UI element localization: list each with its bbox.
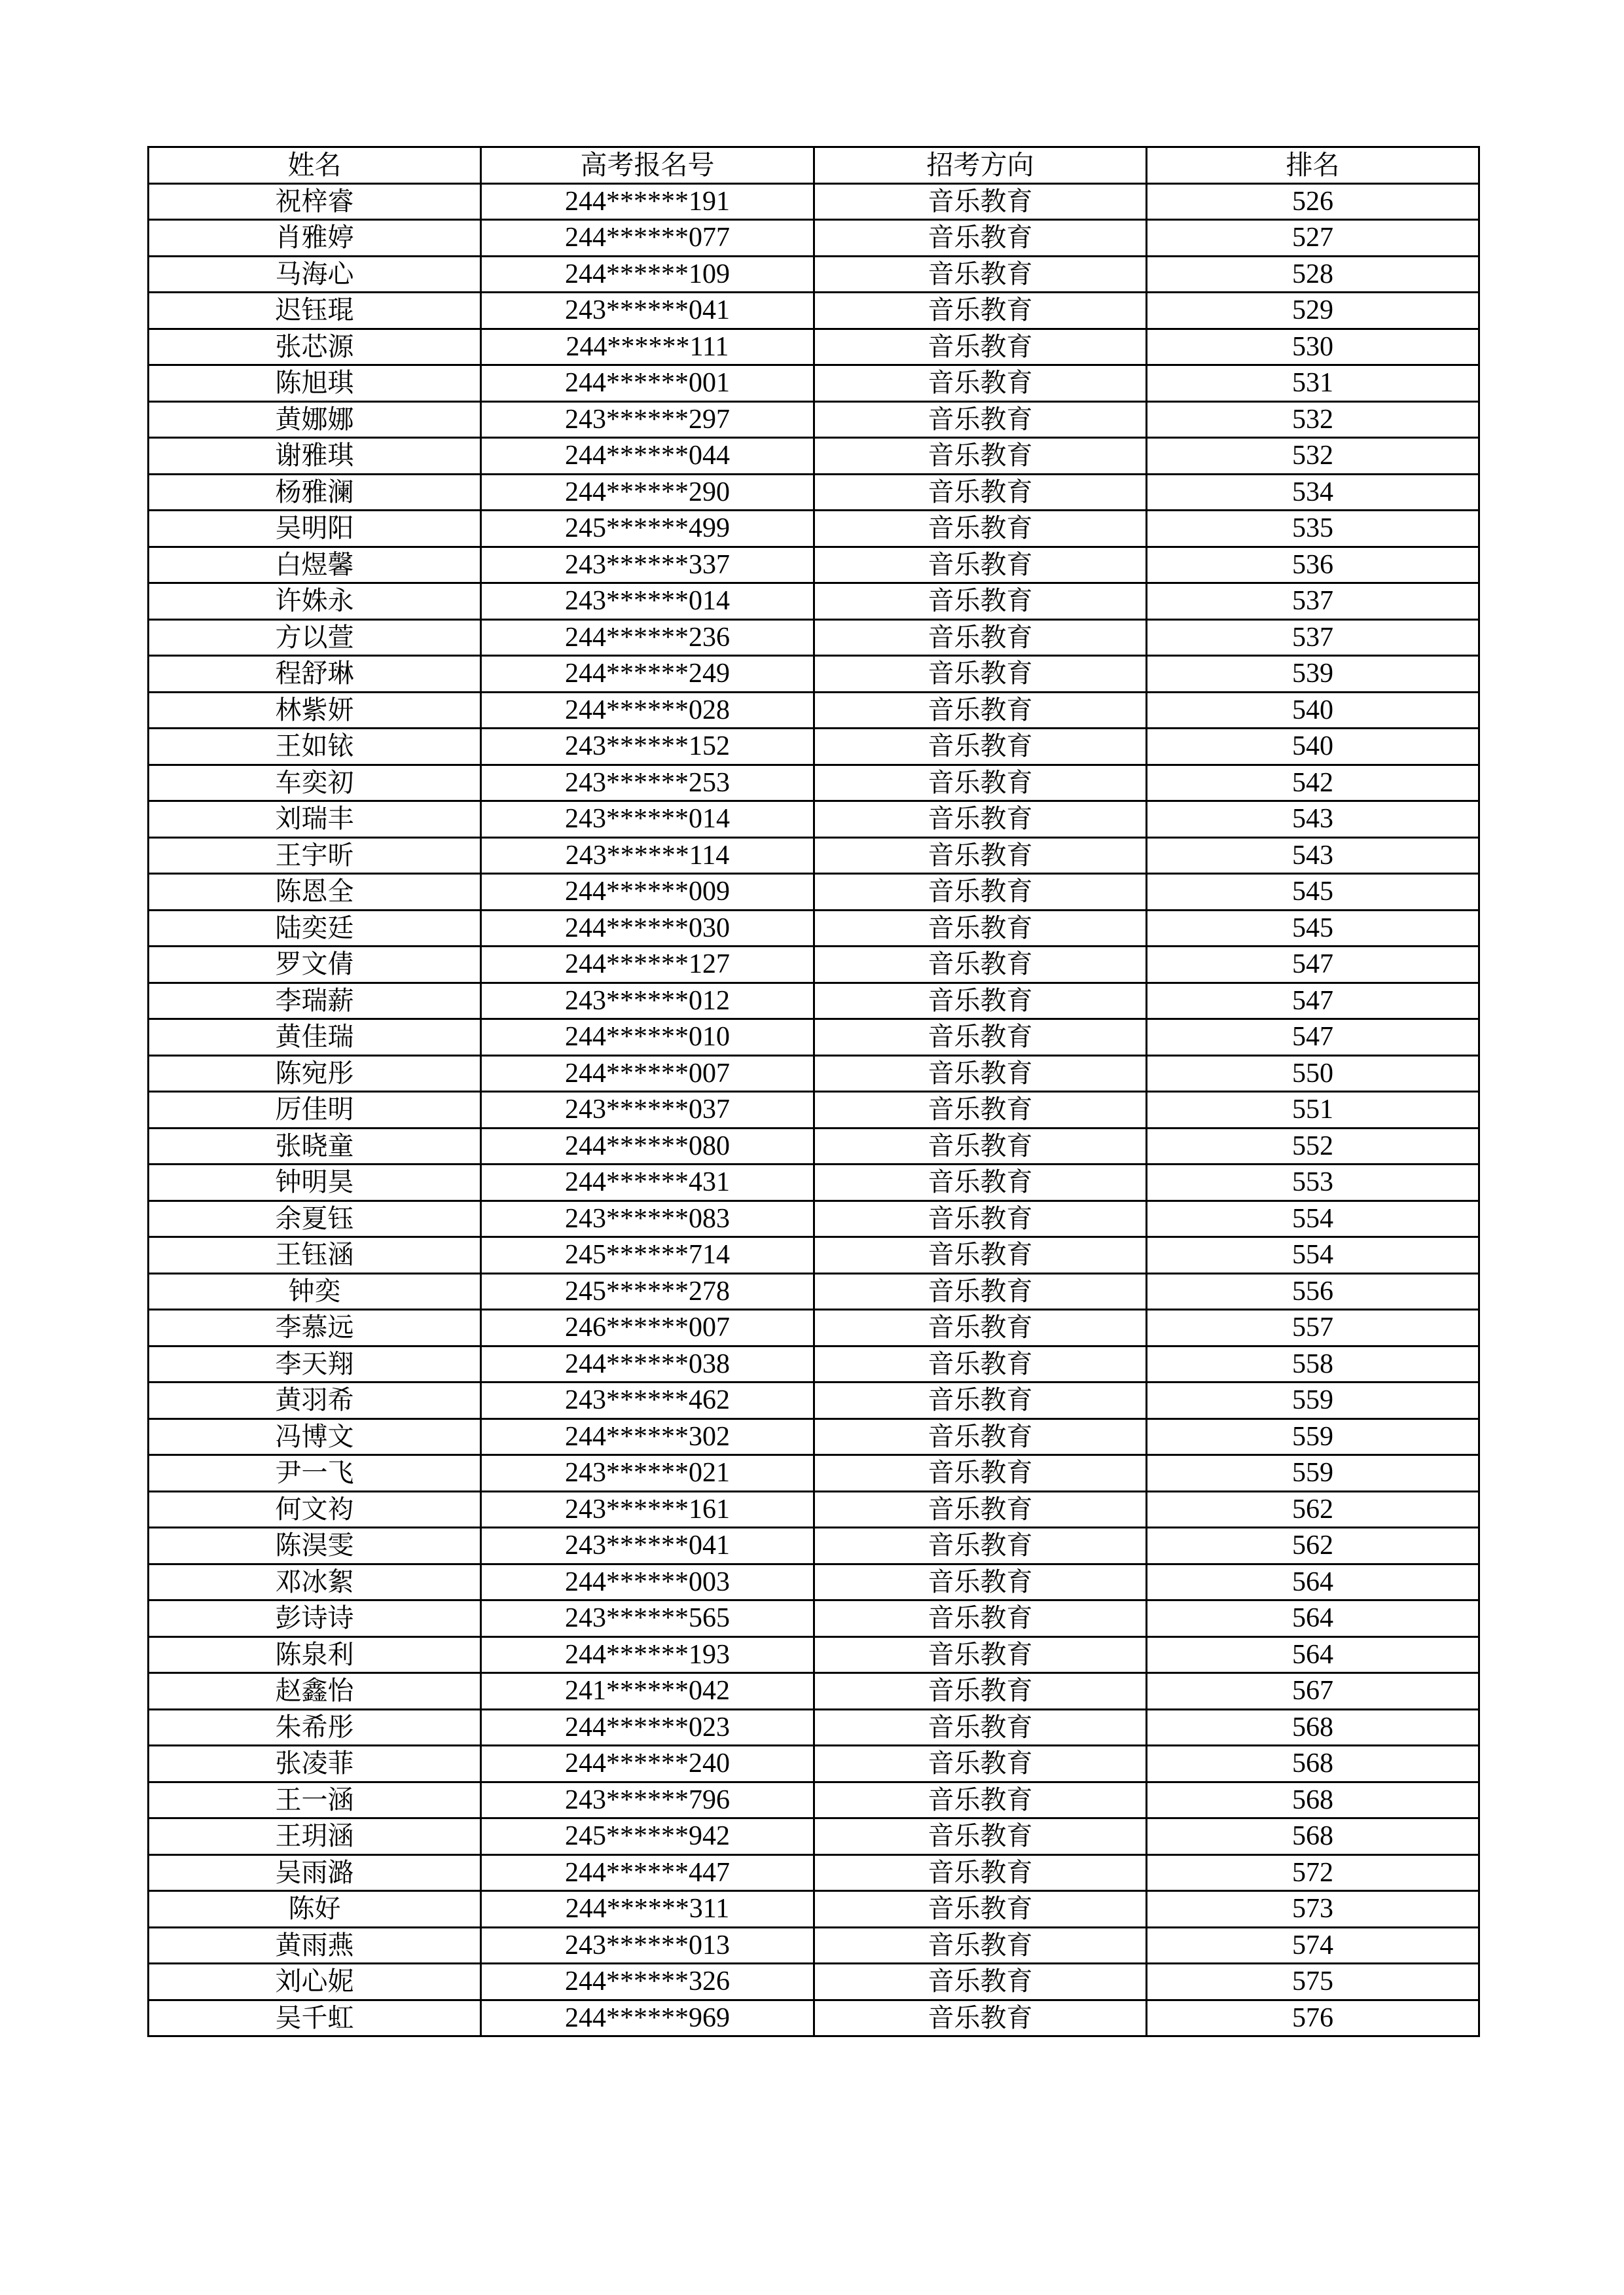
table-row	[149, 1891, 1479, 1928]
table-row	[149, 947, 1479, 983]
cell-registration-number: 243******037	[481, 1092, 814, 1129]
cell-registration-number: 244******240	[481, 1746, 814, 1782]
table-row	[149, 801, 1479, 838]
cell-name: 王钰涵	[149, 1237, 481, 1274]
table-header	[149, 147, 1479, 184]
cell-rank: 559	[1147, 1455, 1479, 1492]
cell-registration-number: 243******013	[481, 1927, 814, 1964]
cell-direction: 音乐教育	[814, 1746, 1147, 1782]
cell-registration-number: 244******111	[481, 329, 814, 365]
cell-rank: 557	[1147, 1310, 1479, 1346]
cell-direction: 音乐教育	[814, 365, 1147, 402]
table-row	[149, 1310, 1479, 1346]
table-row	[149, 1636, 1479, 1673]
cell-registration-number: 244******236	[481, 619, 814, 656]
cell-rank: 576	[1147, 2000, 1479, 2036]
cell-rank: 564	[1147, 1600, 1479, 1637]
cell-name: 车奕初	[149, 765, 481, 801]
table-row	[149, 729, 1479, 765]
cell-direction: 音乐教育	[814, 1382, 1147, 1419]
cell-direction: 音乐教育	[814, 1964, 1147, 2000]
cell-rank: 553	[1147, 1165, 1479, 1201]
cell-rank: 526	[1147, 183, 1479, 220]
cell-name: 陈泉利	[149, 1636, 481, 1673]
cell-name: 陈淏雯	[149, 1528, 481, 1564]
cell-name: 李瑞薪	[149, 983, 481, 1019]
table-row	[149, 329, 1479, 365]
cell-direction: 音乐教育	[814, 1564, 1147, 1600]
table-row	[149, 583, 1479, 620]
cell-name: 朱希彤	[149, 1709, 481, 1746]
cell-name: 许姝永	[149, 583, 481, 620]
cell-name: 王如铱	[149, 729, 481, 765]
table-row	[149, 401, 1479, 438]
header-direction: 招考方向	[814, 147, 1147, 184]
cell-rank: 530	[1147, 329, 1479, 365]
cell-registration-number: 244******028	[481, 692, 814, 729]
cell-direction: 音乐教育	[814, 1927, 1147, 1964]
cell-direction: 音乐教育	[814, 619, 1147, 656]
cell-direction: 音乐教育	[814, 474, 1147, 511]
cell-name: 黄娜娜	[149, 401, 481, 438]
cell-rank: 572	[1147, 1854, 1479, 1891]
cell-rank: 574	[1147, 1927, 1479, 1964]
cell-rank: 551	[1147, 1092, 1479, 1129]
cell-registration-number: 244******191	[481, 183, 814, 220]
table-row	[149, 2000, 1479, 2036]
cell-registration-number: 244******326	[481, 1964, 814, 2000]
cell-direction: 音乐教育	[814, 656, 1147, 693]
cell-registration-number: 244******249	[481, 656, 814, 693]
table-row	[149, 1818, 1479, 1855]
cell-name: 罗文倩	[149, 947, 481, 983]
cell-rank: 559	[1147, 1419, 1479, 1455]
cell-rank: 536	[1147, 547, 1479, 583]
cell-name: 黄雨燕	[149, 1927, 481, 1964]
cell-rank: 547	[1147, 947, 1479, 983]
cell-direction: 音乐教育	[814, 1782, 1147, 1818]
cell-registration-number: 243******297	[481, 401, 814, 438]
table-row	[149, 692, 1479, 729]
cell-registration-number: 244******290	[481, 474, 814, 511]
cell-name: 迟钰琨	[149, 293, 481, 329]
cell-direction: 音乐教育	[814, 692, 1147, 729]
cell-rank: 575	[1147, 1964, 1479, 2000]
cell-name: 黄羽希	[149, 1382, 481, 1419]
table-row	[149, 220, 1479, 257]
cell-rank: 532	[1147, 438, 1479, 475]
table-body	[149, 183, 1479, 2036]
header-rank: 排名	[1147, 147, 1479, 184]
cell-direction: 音乐教育	[814, 401, 1147, 438]
cell-name: 吴明阳	[149, 511, 481, 547]
table-row	[149, 547, 1479, 583]
cell-registration-number: 244******003	[481, 1564, 814, 1600]
cell-direction: 音乐教育	[814, 438, 1147, 475]
cell-direction: 音乐教育	[814, 1528, 1147, 1564]
cell-direction: 音乐教育	[814, 874, 1147, 911]
cell-name: 王玥涵	[149, 1818, 481, 1855]
table-row	[149, 1382, 1479, 1419]
cell-rank: 550	[1147, 1055, 1479, 1092]
cell-name: 刘瑞丰	[149, 801, 481, 838]
cell-rank: 527	[1147, 220, 1479, 257]
cell-rank: 535	[1147, 511, 1479, 547]
table-row	[149, 874, 1479, 911]
cell-name: 黄佳瑞	[149, 1019, 481, 1056]
table-row	[149, 1491, 1479, 1528]
cell-name: 方以萱	[149, 619, 481, 656]
cell-name: 林紫妍	[149, 692, 481, 729]
cell-registration-number: 243******253	[481, 765, 814, 801]
cell-name: 钟奕	[149, 1273, 481, 1310]
cell-direction: 音乐教育	[814, 1019, 1147, 1056]
table-row	[149, 1237, 1479, 1274]
cell-name: 马海心	[149, 256, 481, 293]
cell-name: 张凌菲	[149, 1746, 481, 1782]
cell-registration-number: 245******942	[481, 1818, 814, 1855]
cell-registration-number: 244******447	[481, 1854, 814, 1891]
cell-rank: 558	[1147, 1346, 1479, 1382]
table-row	[149, 1964, 1479, 2000]
cell-direction: 音乐教育	[814, 547, 1147, 583]
cell-direction: 音乐教育	[814, 1600, 1147, 1637]
cell-name: 陈好	[149, 1891, 481, 1928]
table-row	[149, 1419, 1479, 1455]
cell-name: 赵鑫怡	[149, 1673, 481, 1710]
cell-rank: 573	[1147, 1891, 1479, 1928]
cell-name: 祝梓睿	[149, 183, 481, 220]
cell-registration-number: 244******001	[481, 365, 814, 402]
cell-registration-number: 244******007	[481, 1055, 814, 1092]
table-row	[149, 1746, 1479, 1782]
cell-registration-number: 244******023	[481, 1709, 814, 1746]
cell-registration-number: 243******337	[481, 547, 814, 583]
cell-registration-number: 243******041	[481, 1528, 814, 1564]
cell-rank: 568	[1147, 1709, 1479, 1746]
cell-rank: 568	[1147, 1746, 1479, 1782]
cell-registration-number: 243******796	[481, 1782, 814, 1818]
cell-direction: 音乐教育	[814, 1636, 1147, 1673]
cell-registration-number: 244******311	[481, 1891, 814, 1928]
table-row	[149, 1201, 1479, 1237]
table-row	[149, 474, 1479, 511]
cell-rank: 559	[1147, 1382, 1479, 1419]
cell-name: 陈旭琪	[149, 365, 481, 402]
cell-rank: 554	[1147, 1201, 1479, 1237]
cell-registration-number: 243******021	[481, 1455, 814, 1492]
table-row	[149, 1019, 1479, 1056]
cell-rank: 556	[1147, 1273, 1479, 1310]
cell-rank: 568	[1147, 1782, 1479, 1818]
cell-name: 何文袀	[149, 1491, 481, 1528]
table-row	[149, 293, 1479, 329]
cell-direction: 音乐教育	[814, 1818, 1147, 1855]
cell-direction: 音乐教育	[814, 1092, 1147, 1129]
cell-registration-number: 245******278	[481, 1273, 814, 1310]
table-row	[149, 365, 1479, 402]
cell-name: 张芯源	[149, 329, 481, 365]
cell-rank: 547	[1147, 1019, 1479, 1056]
cell-registration-number: 246******007	[481, 1310, 814, 1346]
table-row	[149, 1455, 1479, 1492]
cell-registration-number: 243******462	[481, 1382, 814, 1419]
cell-direction: 音乐教育	[814, 1310, 1147, 1346]
cell-name: 王一涵	[149, 1782, 481, 1818]
cell-name: 白煜馨	[149, 547, 481, 583]
table-row	[149, 1709, 1479, 1746]
cell-direction: 音乐教育	[814, 1673, 1147, 1710]
cell-name: 厉佳明	[149, 1092, 481, 1129]
cell-direction: 音乐教育	[814, 983, 1147, 1019]
table-row	[149, 1055, 1479, 1092]
cell-registration-number: 244******969	[481, 2000, 814, 2036]
cell-name: 李天翔	[149, 1346, 481, 1382]
table-row	[149, 656, 1479, 693]
cell-rank: 540	[1147, 692, 1479, 729]
cell-registration-number: 243******083	[481, 1201, 814, 1237]
cell-direction: 音乐教育	[814, 1854, 1147, 1891]
cell-rank: 545	[1147, 874, 1479, 911]
cell-direction: 音乐教育	[814, 1237, 1147, 1274]
table-row	[149, 1165, 1479, 1201]
cell-direction: 音乐教育	[814, 220, 1147, 257]
cell-direction: 音乐教育	[814, 293, 1147, 329]
cell-rank: 543	[1147, 837, 1479, 874]
table-row	[149, 1927, 1479, 1964]
table-row	[149, 1128, 1479, 1165]
cell-registration-number: 244******009	[481, 874, 814, 911]
cell-name: 陈恩全	[149, 874, 481, 911]
cell-direction: 音乐教育	[814, 801, 1147, 838]
cell-registration-number: 241******042	[481, 1673, 814, 1710]
cell-name: 张晓童	[149, 1128, 481, 1165]
cell-name: 李慕远	[149, 1310, 481, 1346]
table-row	[149, 1092, 1479, 1129]
cell-registration-number: 244******044	[481, 438, 814, 475]
table-row	[149, 1346, 1479, 1382]
cell-rank: 568	[1147, 1818, 1479, 1855]
cell-name: 余夏钰	[149, 1201, 481, 1237]
cell-rank: 540	[1147, 729, 1479, 765]
cell-registration-number: 245******714	[481, 1237, 814, 1274]
cell-name: 冯博文	[149, 1419, 481, 1455]
cell-name: 陈宛彤	[149, 1055, 481, 1092]
cell-rank: 547	[1147, 983, 1479, 1019]
cell-registration-number: 244******109	[481, 256, 814, 293]
cell-registration-number: 244******030	[481, 910, 814, 947]
cell-direction: 音乐教育	[814, 1346, 1147, 1382]
cell-direction: 音乐教育	[814, 910, 1147, 947]
table-row	[149, 1673, 1479, 1710]
cell-registration-number: 245******499	[481, 511, 814, 547]
cell-registration-number: 243******012	[481, 983, 814, 1019]
cell-direction: 音乐教育	[814, 1491, 1147, 1528]
cell-name: 程舒琳	[149, 656, 481, 693]
cell-direction: 音乐教育	[814, 1709, 1147, 1746]
cell-direction: 音乐教育	[814, 1128, 1147, 1165]
table-row	[149, 837, 1479, 874]
cell-direction: 音乐教育	[814, 1455, 1147, 1492]
cell-rank: 528	[1147, 256, 1479, 293]
table-row	[149, 438, 1479, 475]
cell-registration-number: 244******038	[481, 1346, 814, 1382]
cell-rank: 567	[1147, 1673, 1479, 1710]
cell-registration-number: 243******114	[481, 837, 814, 874]
cell-name: 谢雅琪	[149, 438, 481, 475]
cell-rank: 545	[1147, 910, 1479, 947]
cell-name: 陆奕廷	[149, 910, 481, 947]
table-row	[149, 910, 1479, 947]
cell-name: 彭诗诗	[149, 1600, 481, 1637]
table-row	[149, 983, 1479, 1019]
cell-direction: 音乐教育	[814, 837, 1147, 874]
table-row	[149, 511, 1479, 547]
cell-direction: 音乐教育	[814, 583, 1147, 620]
cell-rank: 562	[1147, 1528, 1479, 1564]
cell-registration-number: 243******014	[481, 583, 814, 620]
cell-name: 肖雅婷	[149, 220, 481, 257]
table-row	[149, 1854, 1479, 1891]
cell-direction: 音乐教育	[814, 1055, 1147, 1092]
cell-direction: 音乐教育	[814, 1419, 1147, 1455]
cell-direction: 音乐教育	[814, 511, 1147, 547]
table-row	[149, 1273, 1479, 1310]
table-row	[149, 619, 1479, 656]
cell-rank: 564	[1147, 1564, 1479, 1600]
cell-rank: 543	[1147, 801, 1479, 838]
cell-direction: 音乐教育	[814, 729, 1147, 765]
cell-registration-number: 244******080	[481, 1128, 814, 1165]
header-registration-number: 高考报名号	[481, 147, 814, 184]
cell-direction: 音乐教育	[814, 256, 1147, 293]
cell-name: 尹一飞	[149, 1455, 481, 1492]
cell-direction: 音乐教育	[814, 765, 1147, 801]
cell-rank: 531	[1147, 365, 1479, 402]
cell-direction: 音乐教育	[814, 1165, 1147, 1201]
header-row	[149, 147, 1479, 184]
cell-registration-number: 244******302	[481, 1419, 814, 1455]
cell-registration-number: 244******127	[481, 947, 814, 983]
cell-rank: 542	[1147, 765, 1479, 801]
cell-rank: 537	[1147, 583, 1479, 620]
table-row	[149, 256, 1479, 293]
cell-registration-number: 244******077	[481, 220, 814, 257]
table-row	[149, 183, 1479, 220]
cell-rank: 539	[1147, 656, 1479, 693]
cell-registration-number: 243******041	[481, 293, 814, 329]
table-row	[149, 1528, 1479, 1564]
cell-rank: 564	[1147, 1636, 1479, 1673]
cell-registration-number: 244******010	[481, 1019, 814, 1056]
cell-name: 邓冰絮	[149, 1564, 481, 1600]
cell-registration-number: 243******014	[481, 801, 814, 838]
table-row	[149, 765, 1479, 801]
cell-registration-number: 243******161	[481, 1491, 814, 1528]
cell-direction: 音乐教育	[814, 183, 1147, 220]
cell-rank: 552	[1147, 1128, 1479, 1165]
cell-rank: 537	[1147, 619, 1479, 656]
cell-direction: 音乐教育	[814, 1273, 1147, 1310]
cell-name: 王宇昕	[149, 837, 481, 874]
table-row	[149, 1782, 1479, 1818]
cell-direction: 音乐教育	[814, 947, 1147, 983]
cell-name: 刘心妮	[149, 1964, 481, 2000]
cell-name: 吴雨潞	[149, 1854, 481, 1891]
cell-direction: 音乐教育	[814, 1891, 1147, 1928]
ranking-table	[147, 146, 1480, 2037]
cell-direction: 音乐教育	[814, 1201, 1147, 1237]
cell-rank: 532	[1147, 401, 1479, 438]
table-row	[149, 1600, 1479, 1637]
header-name: 姓名	[149, 147, 481, 184]
cell-name: 杨雅澜	[149, 474, 481, 511]
cell-registration-number: 243******565	[481, 1600, 814, 1637]
cell-rank: 562	[1147, 1491, 1479, 1528]
cell-rank: 534	[1147, 474, 1479, 511]
cell-rank: 554	[1147, 1237, 1479, 1274]
cell-registration-number: 244******431	[481, 1165, 814, 1201]
cell-direction: 音乐教育	[814, 2000, 1147, 2036]
cell-registration-number: 243******152	[481, 729, 814, 765]
table-row	[149, 1564, 1479, 1600]
cell-name: 钟明昊	[149, 1165, 481, 1201]
cell-registration-number: 244******193	[481, 1636, 814, 1673]
cell-direction: 音乐教育	[814, 329, 1147, 365]
cell-rank: 529	[1147, 293, 1479, 329]
cell-name: 吴千虹	[149, 2000, 481, 2036]
